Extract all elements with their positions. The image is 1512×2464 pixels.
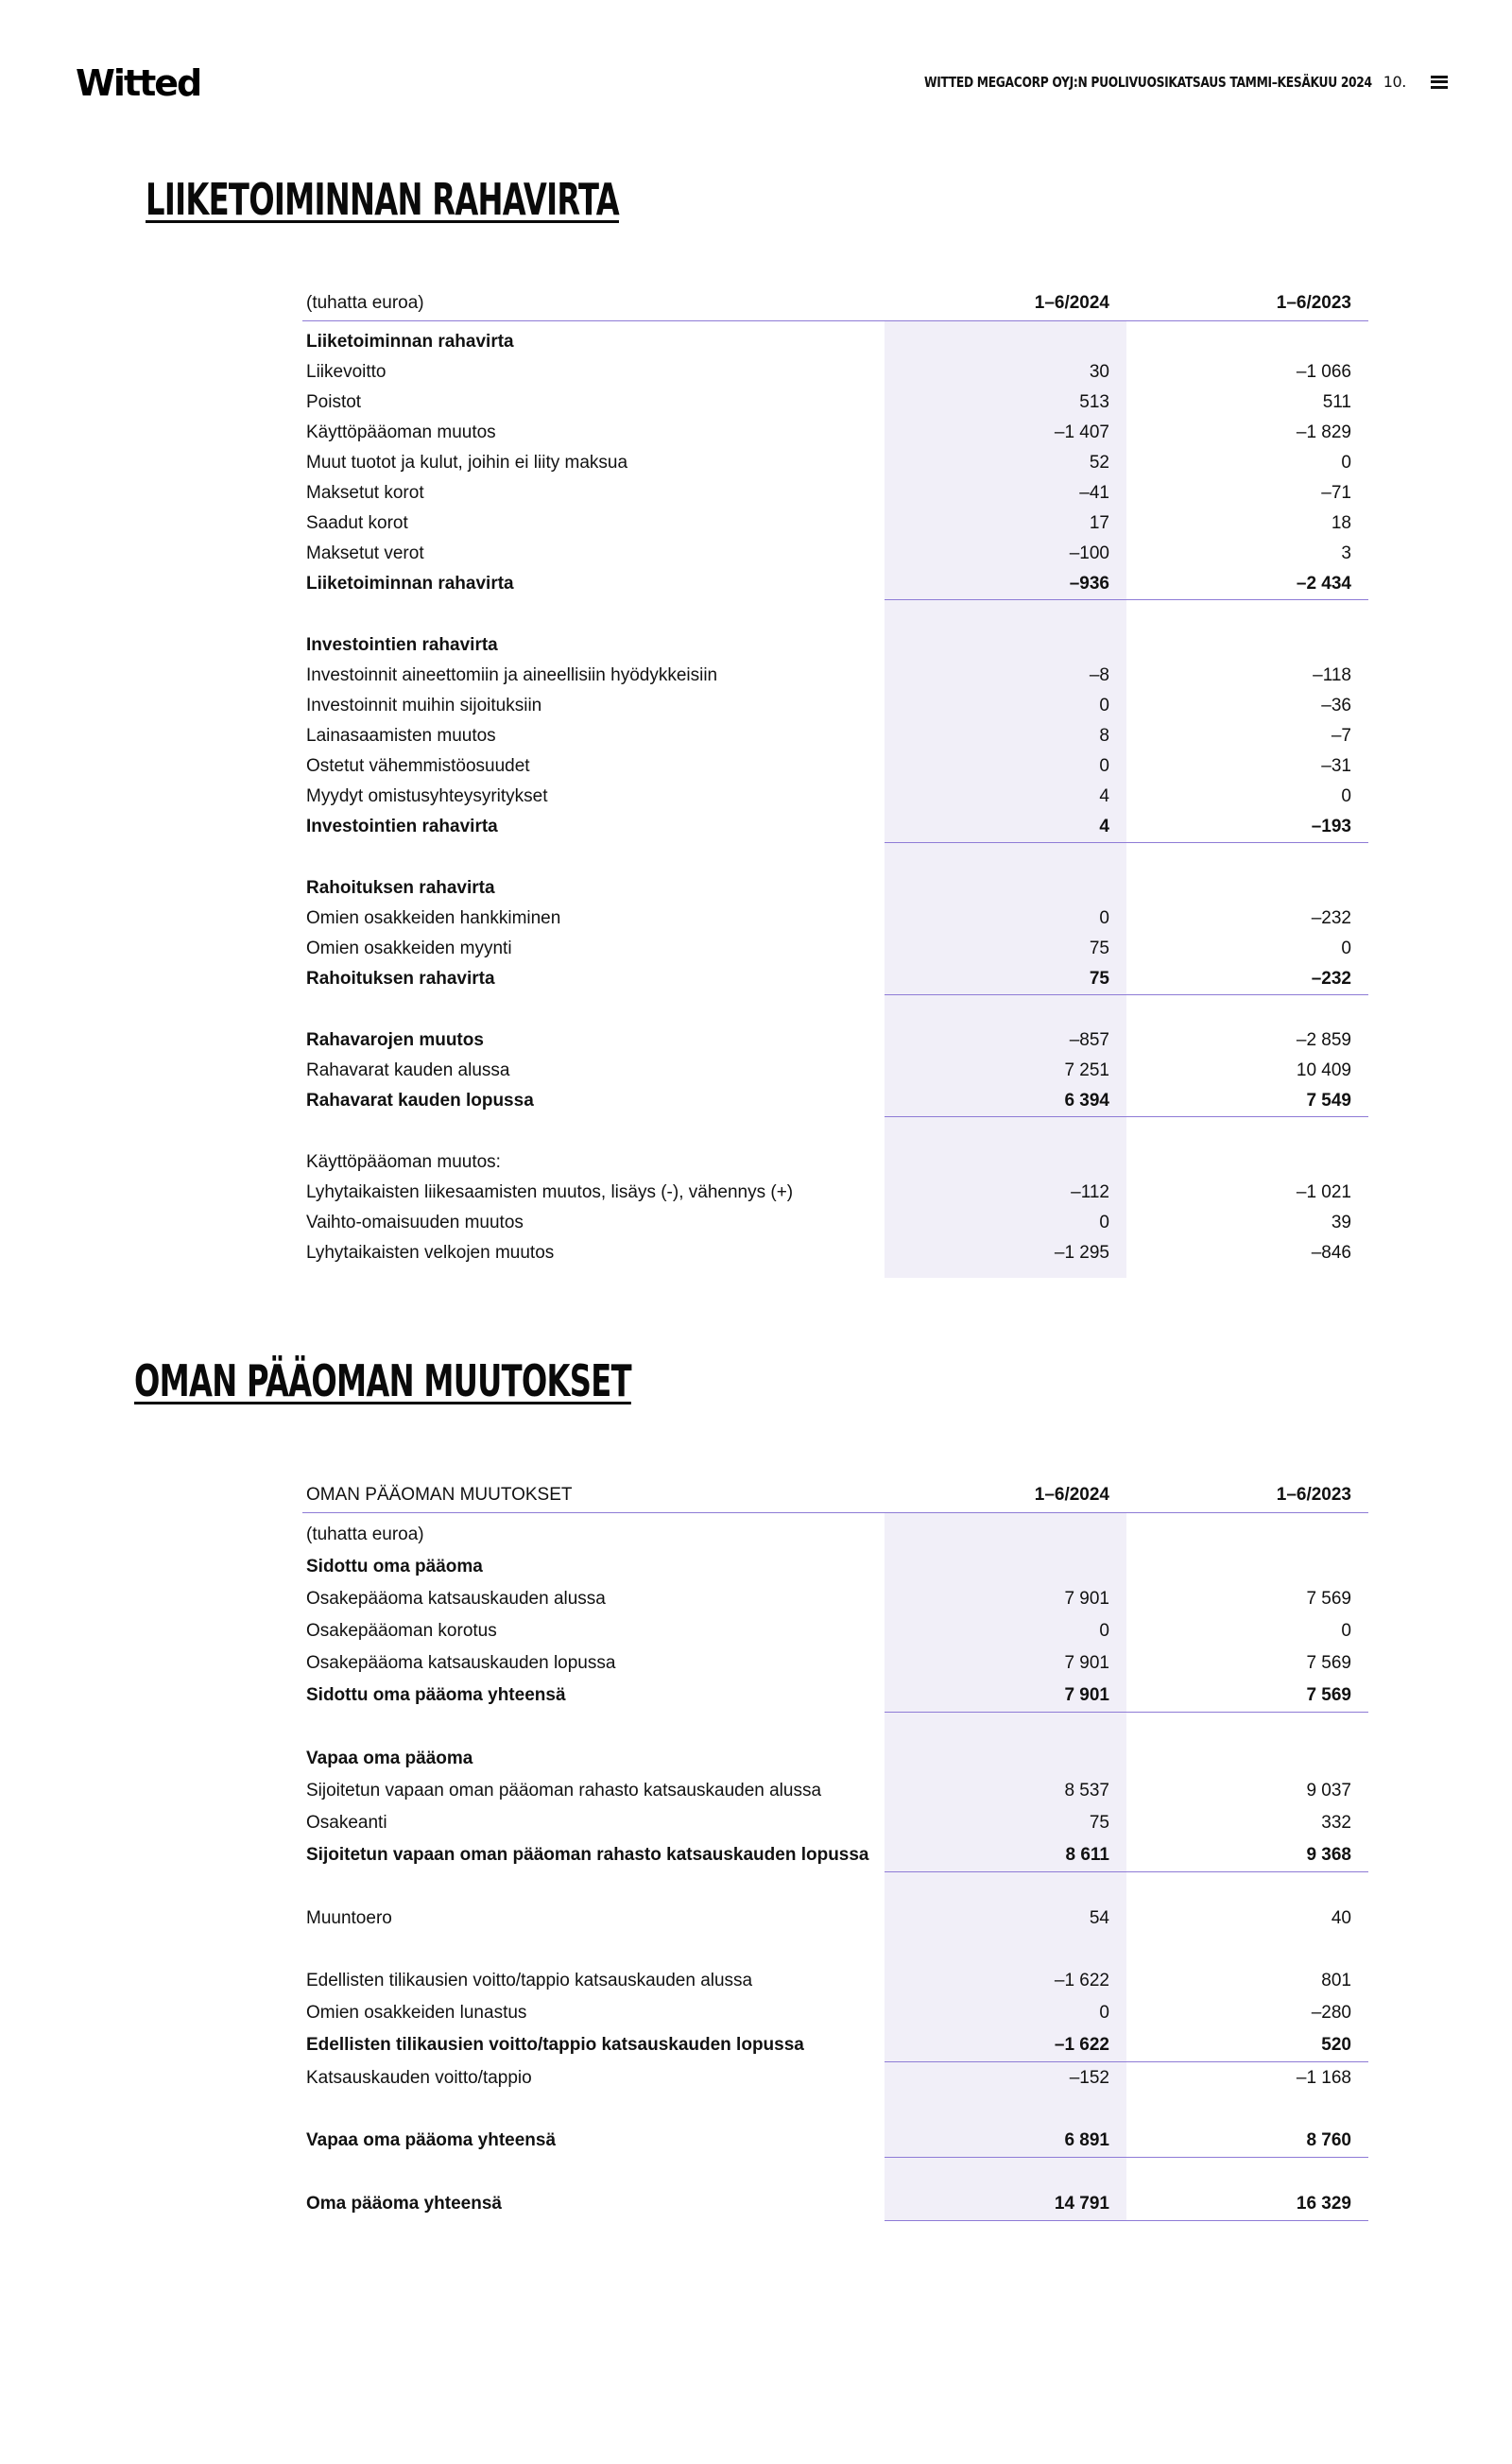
row-label: Omien osakkeiden lunastus <box>306 2003 527 2023</box>
value-current: –41 <box>885 478 1126 508</box>
column-header-previous: 1–6/2023 <box>1126 1478 1368 1513</box>
row-label: Muut tuotot ja kulut, joihin ei liity maksua <box>306 453 628 473</box>
unit-row <box>302 1513 1368 1552</box>
row-label: Rahavarat kauden lopussa <box>306 1091 534 1111</box>
row-label: Myydyt omistusyhteysyritykset <box>306 786 548 806</box>
subtotal-row <box>302 812 1368 843</box>
spacer-row <box>302 995 1368 1026</box>
row-label: Rahavarojen muutos <box>306 1030 484 1050</box>
page-header <box>826 73 1448 91</box>
grand-total-row <box>302 2188 1368 2221</box>
subtotal-row <box>302 569 1368 600</box>
value-current: 0 <box>885 1208 1126 1238</box>
table-row <box>302 448 1368 478</box>
row-label: Edellisten tilikausien voitto/tappio katsauskauden alussa <box>306 1971 753 1990</box>
table-row <box>302 1056 1368 1086</box>
row-label: Maksetut verot <box>306 543 424 563</box>
value-previous: –232 <box>1311 908 1351 928</box>
table-row <box>302 1647 1368 1680</box>
row-label: Omien osakkeiden hankkiminen <box>306 908 561 928</box>
value-current: 14 791 <box>885 2188 1126 2221</box>
value-current: 8 <box>885 721 1126 751</box>
table-row <box>302 1208 1368 1238</box>
value-current: 0 <box>885 904 1126 934</box>
value-current: 7 251 <box>885 1056 1126 1086</box>
value-previous: 8 760 <box>1126 2125 1368 2158</box>
value-previous: –1 021 <box>1296 1182 1351 1202</box>
table-row <box>302 1775 1368 1807</box>
table-row <box>302 1615 1368 1647</box>
value-current: 0 <box>885 1615 1126 1647</box>
group-heading <box>302 321 1368 358</box>
unit-label: (tuhatta euroa) <box>302 286 885 321</box>
table-row <box>302 1178 1368 1208</box>
subtotal-row <box>302 1839 1368 1872</box>
value-previous: 7 569 <box>1306 1653 1351 1673</box>
row-label: Lyhytaikaisten liikesaamisten muutos, lisäys (-), vähennys (+) <box>306 1182 794 1202</box>
value-previous: 0 <box>1341 453 1351 473</box>
value-current: –936 <box>885 569 1126 600</box>
value-previous: 9 368 <box>1126 1839 1368 1872</box>
value-previous: –2 859 <box>1296 1030 1351 1050</box>
value-previous: –31 <box>1321 756 1351 776</box>
value-previous: 7 569 <box>1306 1589 1351 1609</box>
value-previous: –232 <box>1126 964 1368 995</box>
table-row <box>302 661 1368 691</box>
table-row <box>302 904 1368 934</box>
table-row <box>302 1583 1368 1615</box>
table-row <box>302 1147 1368 1178</box>
value-current <box>885 1743 1126 1775</box>
value-previous: 10 409 <box>1296 1060 1351 1080</box>
witted-logo[interactable]: Witted <box>76 62 201 104</box>
value-current: 0 <box>885 751 1126 782</box>
value-previous: –1 829 <box>1296 422 1351 442</box>
value-previous: 39 <box>1331 1213 1351 1232</box>
row-label: Rahoituksen rahavirta <box>306 969 495 990</box>
page-number: 10. <box>1383 73 1406 91</box>
table-row <box>302 1903 1368 1935</box>
cashflow-table <box>302 286 1368 1278</box>
value-previous: 16 329 <box>1126 2188 1368 2221</box>
column-header-current: 1–6/2024 <box>885 1478 1126 1513</box>
row-label: Vapaa oma pääoma yhteensä <box>306 2130 557 2151</box>
value-current: 75 <box>885 934 1126 964</box>
subtotal-row <box>302 1086 1368 1117</box>
row-label: Vaihto-omaisuuden muutos <box>306 1213 524 1232</box>
value-previous: –2 434 <box>1126 569 1368 600</box>
table-row <box>302 721 1368 751</box>
value-previous <box>1126 873 1368 904</box>
value-current: 75 <box>885 1807 1126 1839</box>
spacer-row <box>302 2094 1368 2125</box>
value-current: –1 622 <box>885 1965 1126 1997</box>
group-heading <box>302 873 1368 904</box>
value-current: 513 <box>885 388 1126 418</box>
row-label: Saadut korot <box>306 513 408 533</box>
value-current: 6 891 <box>885 2125 1126 2158</box>
row-label: Investoinnit aineettomiin ja aineellisiin hyödykkeisiin <box>306 665 718 685</box>
value-current: 17 <box>885 508 1126 539</box>
spacer-row <box>302 1713 1368 1744</box>
value-previous: 801 <box>1321 1971 1351 1990</box>
row-label: Sidottu oma pääoma <box>306 1557 483 1577</box>
row-label: Poistot <box>306 392 362 412</box>
row-label: Osakepääoma katsauskauden lopussa <box>306 1653 616 1673</box>
spacer-row <box>302 1935 1368 1965</box>
value-previous: –846 <box>1311 1243 1351 1263</box>
value-current: 30 <box>885 357 1126 388</box>
row-label: Ostetut vähemmistöosuudet <box>306 756 530 776</box>
spacer-row <box>302 600 1368 631</box>
row-label: Sijoitetun vapaan oman pääoman rahasto katsauskauden lopussa <box>306 1845 869 1866</box>
document-title: WITTED MEGACORP OYJ:N PUOLIVUOSIKATSAUS TAMMI–KESÄKUU 2024 <box>923 73 1372 91</box>
row-label: Edellisten tilikausien voitto/tappio katsauskauden lopussa <box>306 2035 804 2056</box>
row-label: Vapaa oma pääoma <box>306 1749 473 1768</box>
table-row <box>302 1025 1368 1056</box>
row-label: Muuntoero <box>306 1908 392 1928</box>
row-label: Käyttöpääoman muutos <box>306 422 496 442</box>
value-current <box>885 873 1126 904</box>
value-previous: –193 <box>1126 812 1368 843</box>
value-current <box>885 321 1126 358</box>
value-current <box>885 1513 1126 1552</box>
value-current: –152 <box>885 2062 1126 2095</box>
value-current: 0 <box>885 691 1126 721</box>
table-row <box>302 508 1368 539</box>
spacer-row <box>302 1872 1368 1904</box>
value-current <box>885 630 1126 661</box>
subtotal-row <box>302 1680 1368 1713</box>
value-current: –8 <box>885 661 1126 691</box>
row-label: Katsauskauden voitto/tappio <box>306 2067 532 2088</box>
value-current <box>885 1551 1126 1583</box>
spacer-row <box>302 1268 1368 1278</box>
value-current: 8 611 <box>885 1839 1126 1872</box>
equity-section-title: OMAN PÄÄOMAN MUUTOKSET <box>134 1355 631 1406</box>
value-previous: 7 549 <box>1126 1086 1368 1117</box>
table-row <box>302 782 1368 812</box>
value-current: –100 <box>885 539 1126 569</box>
value-previous: 0 <box>1341 939 1351 958</box>
row-label: Maksetut korot <box>306 483 424 503</box>
table-row <box>302 418 1368 448</box>
value-previous: 18 <box>1331 513 1351 533</box>
value-previous <box>1126 1551 1368 1583</box>
value-previous: –280 <box>1311 2003 1351 2023</box>
value-previous: 520 <box>1126 2029 1368 2062</box>
value-current: 0 <box>885 1997 1126 2029</box>
value-previous: –71 <box>1321 483 1351 503</box>
row-label: Osakepääoman korotus <box>306 1621 497 1641</box>
table-header-row <box>302 1478 1368 1513</box>
row-label: Liiketoiminnan rahavirta <box>306 332 514 352</box>
row-label: Rahoituksen rahavirta <box>306 878 495 898</box>
value-current: –857 <box>885 1025 1126 1056</box>
subtotal-row <box>302 964 1368 995</box>
value-previous: 3 <box>1341 543 1351 563</box>
value-previous <box>1126 1743 1368 1775</box>
value-current <box>885 1147 1126 1178</box>
value-current: 6 394 <box>885 1086 1126 1117</box>
table-row <box>302 1238 1368 1268</box>
value-previous: 0 <box>1341 1621 1351 1641</box>
table-row <box>302 357 1368 388</box>
subtotal-row <box>302 2125 1368 2158</box>
row-label: Liiketoiminnan rahavirta <box>306 574 514 594</box>
value-previous: 7 569 <box>1126 1680 1368 1713</box>
value-current: 52 <box>885 448 1126 478</box>
row-label: Lainasaamisten muutos <box>306 726 496 746</box>
table-row <box>302 539 1368 569</box>
value-current: 7 901 <box>885 1680 1126 1713</box>
value-current: 4 <box>885 782 1126 812</box>
row-label: Oma pääoma yhteensä <box>306 2194 502 2214</box>
value-current: 8 537 <box>885 1775 1126 1807</box>
table-row <box>302 1965 1368 1997</box>
unit-label: (tuhatta euroa) <box>306 1525 424 1544</box>
column-header-previous: 1–6/2023 <box>1126 286 1368 321</box>
row-label: Investointien rahavirta <box>306 817 498 837</box>
column-header-current: 1–6/2024 <box>885 286 1126 321</box>
table-row <box>302 478 1368 508</box>
value-previous: 332 <box>1321 1813 1351 1833</box>
row-label: Lyhytaikaisten velkojen muutos <box>306 1243 555 1263</box>
table-header-row <box>302 286 1368 321</box>
table-row <box>302 934 1368 964</box>
table-header-label: OMAN PÄÄOMAN MUUTOKSET <box>302 1478 885 1513</box>
table-row <box>302 388 1368 418</box>
spacer-row <box>302 1117 1368 1148</box>
value-current: 75 <box>885 964 1126 995</box>
value-current: –112 <box>885 1178 1126 1208</box>
row-label: Sijoitetun vapaan oman pääoman rahasto katsauskauden alussa <box>306 1781 822 1801</box>
table-row <box>302 1807 1368 1839</box>
value-previous <box>1126 630 1368 661</box>
cashflow-section-title: LIIKETOIMINNAN RAHAVIRTA <box>146 174 619 225</box>
row-label: Omien osakkeiden myynti <box>306 939 512 958</box>
value-current: –1 295 <box>885 1238 1126 1268</box>
value-previous: 9 037 <box>1306 1781 1351 1801</box>
value-previous: –1 168 <box>1296 2068 1351 2088</box>
group-heading <box>302 1743 1368 1775</box>
value-previous: 0 <box>1341 786 1351 806</box>
value-current: –1 622 <box>885 2029 1126 2062</box>
equity-table <box>302 1478 1368 2221</box>
table-row <box>302 691 1368 721</box>
row-label: Investoinnit muihin sijoituksiin <box>306 696 542 715</box>
value-current: 7 901 <box>885 1583 1126 1615</box>
value-current: 54 <box>885 1903 1126 1935</box>
value-previous <box>1126 1513 1368 1552</box>
value-current: 4 <box>885 812 1126 843</box>
value-previous: –7 <box>1331 726 1351 746</box>
value-previous <box>1126 1147 1368 1178</box>
table-row <box>302 2062 1368 2095</box>
spacer-row <box>302 2158 1368 2189</box>
value-previous <box>1126 321 1368 358</box>
value-previous: –1 066 <box>1296 362 1351 382</box>
row-label: Liikevoitto <box>306 362 387 382</box>
row-label: Käyttöpääoman muutos: <box>306 1152 501 1172</box>
group-heading <box>302 1551 1368 1583</box>
value-current: –1 407 <box>885 418 1126 448</box>
row-label: Rahavarat kauden alussa <box>306 1060 510 1080</box>
subtotal-row <box>302 2029 1368 2062</box>
row-label: Osakepääoma katsauskauden alussa <box>306 1589 606 1609</box>
row-label: Investointien rahavirta <box>306 635 498 655</box>
hamburger-menu-icon[interactable] <box>1431 76 1448 89</box>
table-row <box>302 1997 1368 2029</box>
row-label: Osakeanti <box>306 1813 387 1833</box>
row-label: Sidottu oma pääoma yhteensä <box>306 1685 566 1706</box>
table-row <box>302 751 1368 782</box>
value-previous: –118 <box>1313 665 1351 685</box>
spacer-row <box>302 843 1368 874</box>
value-current: 7 901 <box>885 1647 1126 1680</box>
value-previous: 40 <box>1331 1908 1351 1928</box>
value-previous: 511 <box>1322 392 1351 412</box>
group-heading <box>302 630 1368 661</box>
value-previous: –36 <box>1321 696 1351 715</box>
